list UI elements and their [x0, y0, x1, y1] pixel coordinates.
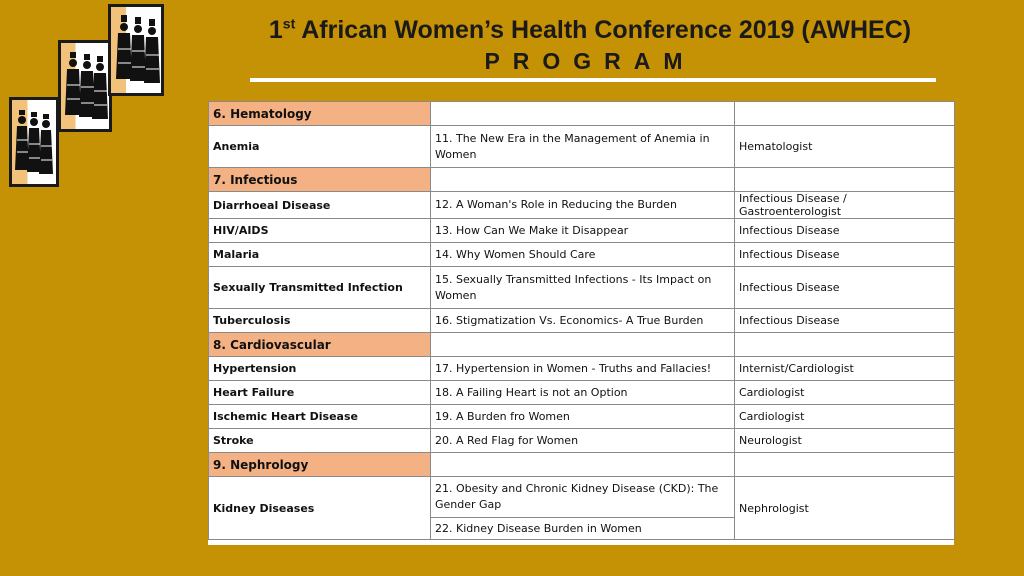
speaker-cell: Neurologist: [735, 429, 955, 453]
speaker-cell: Cardiologist: [735, 381, 955, 405]
program-table-container: [208, 101, 954, 545]
section-title: 8. Cardiovascular: [209, 333, 431, 357]
table-row: [209, 243, 955, 267]
topic-cell: HIV/AIDS: [209, 219, 431, 243]
african-women-art-icon: [61, 43, 109, 129]
talk-cell: 16. Stigmatization Vs. Economics- A True Burden: [431, 309, 735, 333]
title-divider: [250, 78, 936, 82]
talk-cell: 18. A Failing Heart is not an Option: [431, 381, 735, 405]
section-row: [209, 333, 955, 357]
talk-cell: 22. Kidney Disease Burden in Women: [431, 518, 735, 540]
program-table: [208, 101, 955, 540]
talk-cell: 14. Why Women Should Care: [431, 243, 735, 267]
table-row: [209, 219, 955, 243]
table-row: [209, 357, 955, 381]
table-row: [209, 477, 955, 518]
section-title: 9. Nephrology: [209, 453, 431, 477]
speaker-cell: Infectious Disease: [735, 219, 955, 243]
logo-tile-3: [108, 4, 164, 96]
table-row: [209, 429, 955, 453]
talk-cell: 13. How Can We Make it Disappear: [431, 219, 735, 243]
talk-cell: 17. Hypertension in Women - Truths and Fallacies!: [431, 357, 735, 381]
speaker-cell: Infectious Disease: [735, 309, 955, 333]
page-subtitle: PROGRAM: [484, 48, 696, 74]
topic-cell: Sexually Transmitted Infection: [209, 267, 431, 309]
table-row: [209, 192, 955, 219]
logo-tile-2: [58, 40, 112, 132]
header: [230, 14, 950, 76]
logo-tile-1: [9, 97, 59, 187]
table-row: [209, 381, 955, 405]
speaker-cell: Nephrologist: [735, 477, 955, 540]
african-women-art-icon: [12, 100, 56, 184]
african-women-art-icon: [111, 7, 161, 93]
section-row: [209, 102, 955, 126]
table-row: [209, 309, 955, 333]
table-row: [209, 126, 955, 168]
topic-cell: Heart Failure: [209, 381, 431, 405]
speaker-cell: Infectious Disease: [735, 267, 955, 309]
topic-cell: Anemia: [209, 126, 431, 168]
topic-cell: Ischemic Heart Disease: [209, 405, 431, 429]
section-title: 6. Hematology: [209, 102, 431, 126]
talk-cell: 20. A Red Flag for Women: [431, 429, 735, 453]
talk-cell: 12. A Woman's Role in Reducing the Burden: [431, 192, 735, 219]
table-row: [209, 267, 955, 309]
speaker-cell: Cardiologist: [735, 405, 955, 429]
table-row: [209, 405, 955, 429]
speaker-cell: Infectious Disease: [735, 243, 955, 267]
speaker-cell: Internist/Cardiologist: [735, 357, 955, 381]
topic-cell: Tuberculosis: [209, 309, 431, 333]
topic-cell: Stroke: [209, 429, 431, 453]
topic-cell: Hypertension: [209, 357, 431, 381]
talk-cell: 21. Obesity and Chronic Kidney Disease (CKD): The Gender Gap: [431, 477, 735, 518]
talk-cell: 19. A Burden fro Women: [431, 405, 735, 429]
section-title: 7. Infectious: [209, 168, 431, 192]
topic-cell: Diarrhoeal Disease: [209, 192, 431, 219]
topic-cell: Kidney Diseases: [209, 477, 431, 540]
speaker-cell: Hematologist: [735, 126, 955, 168]
talk-cell: 11. The New Era in the Management of Anemia in Women: [431, 126, 735, 168]
page-title: 1st African Women’s Health Conference 2019 (AWHEC): [268, 15, 912, 44]
topic-cell: Malaria: [209, 243, 431, 267]
talk-cell: 15. Sexually Transmitted Infections - Its Impact on Women: [431, 267, 735, 309]
section-row: [209, 453, 955, 477]
section-row: [209, 168, 955, 192]
speaker-cell: Infectious Disease / Gastroenterologist: [735, 192, 955, 219]
